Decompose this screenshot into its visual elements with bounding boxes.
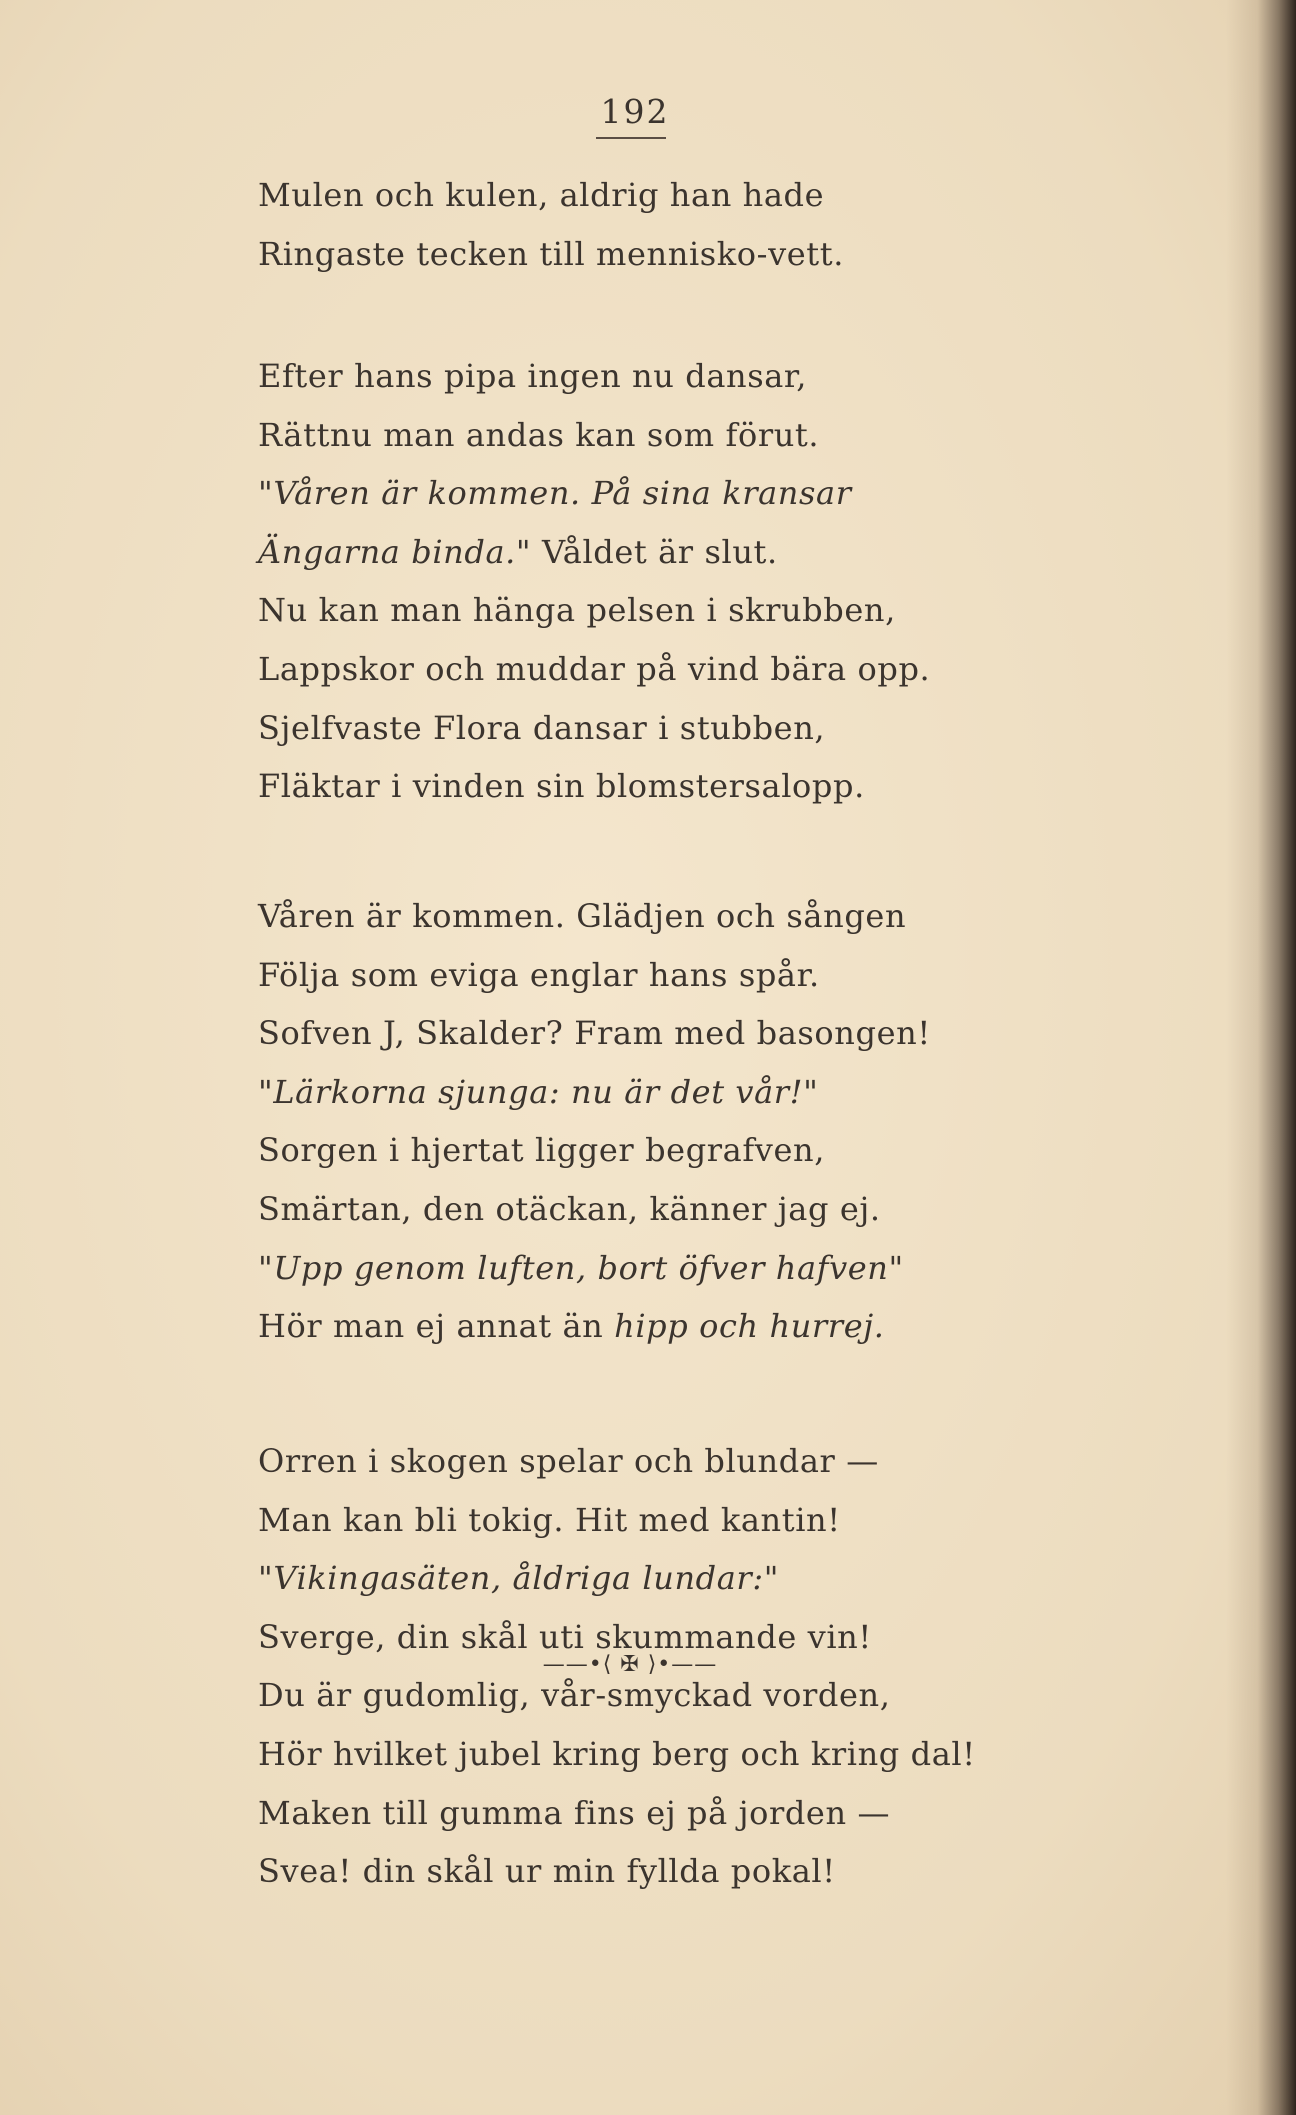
text-run: Smärtan, den otäckan, känner jag ej.: [258, 1189, 881, 1228]
text-run: Man kan bli tokig. Hit med kantin!: [258, 1500, 841, 1539]
stanza-1: [258, 166, 844, 283]
poem-line: [258, 581, 930, 640]
poem-line: [258, 1549, 976, 1608]
poem-line: [258, 166, 844, 225]
italic-text: Upp genom luften, bort öfver hafven: [273, 1248, 889, 1287]
poem-line: [258, 1432, 976, 1491]
poem-line: [258, 1063, 931, 1122]
text-run: ": [888, 1248, 904, 1287]
text-run: Du är gudomlig, vår-smyckad vorden,: [258, 1676, 891, 1715]
poem-line: [258, 523, 930, 582]
page-number-underline: [596, 137, 666, 139]
text-run: Sverge, din skål uti skummande vin!: [258, 1617, 872, 1656]
text-run: ": [258, 1072, 274, 1111]
poem-line: [258, 225, 844, 284]
text-run: Hör man ej annat än: [258, 1307, 615, 1346]
text-run: ": [258, 1559, 274, 1598]
text-run: Maken till gumma fins ej på jorden —: [258, 1793, 891, 1832]
italic-text: hipp och hurrej.: [614, 1307, 885, 1346]
text-run: Rättnu man andas kan som förut.: [258, 415, 820, 454]
poem-line: [258, 887, 931, 946]
poem-line: [258, 1180, 931, 1239]
end-ornament: ——•⟨ ✠ ⟩•——: [542, 1652, 718, 1677]
text-run: Ringaste tecken till mennisko-vett.: [258, 234, 844, 273]
italic-text: Lärkorna sjunga: nu är det vår!: [273, 1072, 804, 1111]
italic-text: Vikingasäten, åldriga lundar:: [273, 1559, 764, 1598]
poem-line: [258, 347, 930, 406]
text-run: Efter hans pipa ingen nu dansar,: [258, 357, 808, 395]
text-run: ": [258, 1248, 274, 1287]
poem-line: [258, 757, 930, 816]
text-run: Fläktar i vinden sin blomstersalopp.: [258, 767, 865, 806]
text-run: Lappskor och muddar på vind bära opp.: [258, 649, 931, 688]
poem-line: [258, 464, 930, 523]
text-run: Våren är kommen. Glädjen och sången: [258, 897, 907, 935]
poem-line: [258, 1121, 931, 1180]
text-run: ": [763, 1559, 780, 1598]
text-run: " Våldet är slut.: [515, 532, 778, 571]
poem-line: [258, 1725, 976, 1784]
poem-line: [258, 1842, 976, 1901]
text-run: Mulen och kulen, aldrig han hade: [258, 176, 825, 214]
text-run: Sjelfvaste Flora dansar i stubben,: [258, 708, 826, 747]
stanza-2: [258, 347, 930, 816]
poem-line: [258, 1784, 976, 1843]
poem-line: [258, 946, 931, 1005]
poem-line: [258, 1297, 931, 1356]
text-run: Sorgen i hjertat ligger begrafven,: [258, 1131, 825, 1170]
page-number: 192: [600, 92, 670, 131]
text-run: Svea! din skål ur min fyllda pokal!: [258, 1852, 836, 1891]
text-run: Sofven J, Skalder? Fram med basongen!: [258, 1014, 931, 1053]
poem-line: [258, 1004, 931, 1063]
italic-text: Våren är kommen. På sina kransar: [273, 474, 852, 513]
text-run: ": [803, 1072, 819, 1111]
text-run: Orren i skogen spelar och blundar —: [258, 1442, 879, 1480]
text-run: ": [258, 474, 274, 513]
stanza-3: [258, 887, 931, 1356]
poem-line: [258, 640, 930, 699]
text-run: Nu kan man hänga pelsen i skrubben,: [258, 591, 896, 630]
text-run: Hör hvilket jubel kring berg och kring dal!: [258, 1734, 976, 1773]
italic-text: Ängarna binda.: [258, 532, 516, 571]
poem-line: [258, 406, 930, 465]
poem-line: [258, 1239, 931, 1298]
poem-line: [258, 699, 930, 758]
text-run: Följa som eviga englar hans spår.: [258, 955, 820, 994]
poem-line: [258, 1491, 976, 1550]
page-binding-shadow: [1226, 0, 1296, 2115]
